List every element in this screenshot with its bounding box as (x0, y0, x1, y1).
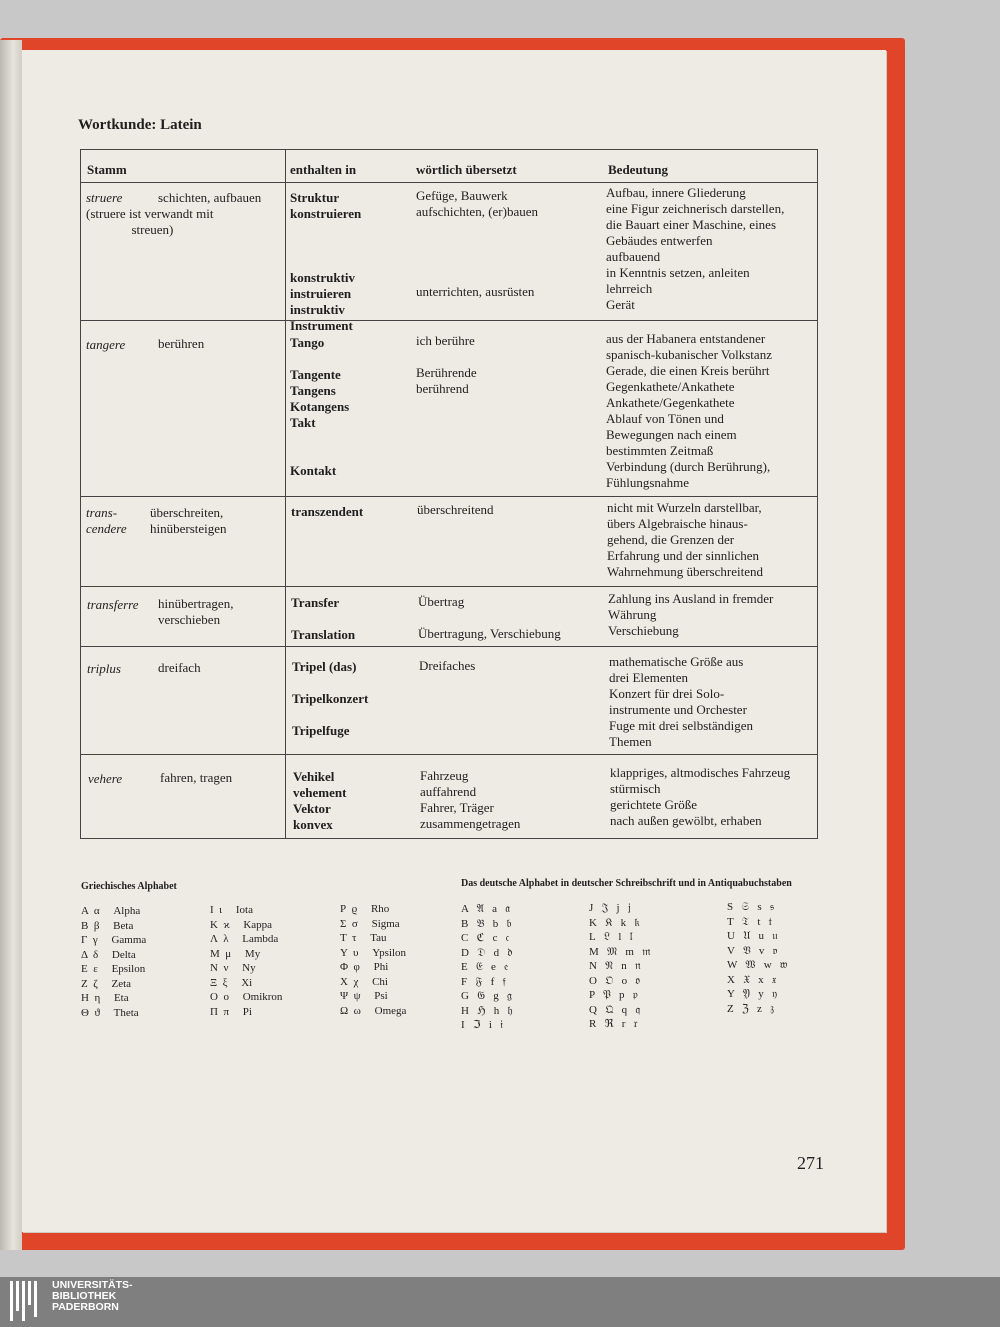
enthalten-in: Vehikel vehement Vektor konvex (293, 769, 347, 832)
vocabulary-table (80, 149, 818, 839)
german-alphabet-column: S 𝔖 s 𝔰 T 𝔗 t 𝔱 U 𝔘 u 𝔲 V 𝔙 v 𝔳 W 𝔚 w 𝔴 X 𝔛 x 𝔵 Y 𝔜 y 𝔶 Z ℨ z 𝔷 (727, 901, 788, 1015)
stamm-meaning: schichten, aufbauen (struere ist verwandt mit streuen) (86, 190, 262, 237)
enthalten-in: transzendent (291, 504, 364, 519)
stamm-word: transferre (87, 597, 139, 612)
woertlich: überschreitend (417, 502, 494, 517)
greek-alphabet-title: Griechisches Alphabet (81, 881, 177, 892)
woertlich: Gefüge, Bauwerk aufschichten, (er)bauen unterrichten, ausrüsten (416, 188, 538, 299)
woertlich: ich berühre Berührende berührend (416, 333, 477, 396)
greek-alphabet-column: Ρ ϱ Rho Σ σ Sigma Τ τ Tau Υ υ Ypsilon Φ φ Phi Χ χ Chi Ψ ψ Psi Ω ω Omega (340, 903, 407, 1017)
greek-alphabet-column: Α α Alpha Β β Beta Γ γ Gamma Δ δ Delta Ε ε Epsilon Ζ ζ Zeta Η η Eta Θ ϑ Theta (81, 905, 147, 1019)
page-heading: Wortkunde: Latein (78, 117, 202, 133)
col-header-bedeutung: Bedeutung (608, 162, 668, 177)
german-alphabet-title: Das deutsche Alphabet in deutscher Schreibschrift und in Antiquabuchstaben (461, 878, 792, 889)
bedeutung: klappriges, altmodisches Fahrzeug stürmisch gerichtete Größe nach außen gewölbt, erhaben (610, 765, 791, 828)
row-divider (81, 754, 817, 755)
german-alphabet-column: J 𝔍 j 𝔧 K 𝔎 k 𝔨 L 𝔏 l 𝔩 M 𝔐 m 𝔪 N 𝔑 n 𝔫 O 𝔒 o 𝔬 P 𝔓 p 𝔭 Q 𝔔 q 𝔮 R ℜ r 𝔯 (589, 902, 651, 1030)
row-divider (81, 496, 817, 497)
bedeutung: Zahlung ins Ausland in fremder Währung Verschiebung (608, 591, 774, 638)
column-divider (285, 150, 286, 838)
stamm-meaning: dreifach (158, 660, 201, 675)
row-divider (81, 320, 817, 321)
stamm-meaning: hinübertragen, verschieben (158, 596, 234, 627)
stamm-word: triplus (87, 661, 121, 676)
library-logo-text: UNIVERSITÄTS- BIBLIOTHEK PADERBORN (52, 1279, 133, 1313)
stamm-meaning: überschreiten, hinübersteigen (150, 505, 227, 536)
bedeutung: nicht mit Wurzeln darstellbar, übers Algebraische hinaus- gehend, die Grenzen der Erfahrung und der sinnlichen Wahrnehmung überschreitend (607, 500, 763, 579)
greek-alphabet-column: Ι ι Iota Κ ϰ Kappa Λ λ Lambda Μ μ My Ν ν Ny Ξ ξ Xi Ο ο Omikron Π π Pi (210, 904, 283, 1018)
library-logo-icon (10, 1281, 44, 1321)
library-footer (0, 1277, 1000, 1327)
stamm-meaning: berühren (158, 336, 205, 351)
stamm-meaning: fahren, tragen (160, 770, 233, 785)
stamm-word: tangere (86, 337, 126, 352)
row-divider (81, 646, 817, 647)
stamm-word: struere (86, 190, 123, 205)
row-divider (81, 586, 817, 587)
woertlich: Dreifaches (419, 658, 476, 673)
enthalten-in: Transfer Translation (291, 595, 356, 642)
book-spine (0, 40, 22, 1250)
enthalten-in: Tripel (das) Tripelkonzert Tripelfuge (292, 659, 369, 738)
stamm-word: vehere (88, 771, 123, 786)
bedeutung: mathematische Größe aus drei Elementen Konzert für drei Solo- instrumente und Orchester Fuge mit drei selbständigen Themen (609, 654, 754, 749)
german-alphabet-column: A 𝔄 a 𝔞 B 𝔅 b 𝔟 C ℭ c 𝔠 D 𝔇 d 𝔡 E 𝔈 e 𝔢 F 𝔉 f 𝔣 G 𝔊 g 𝔤 H ℌ h 𝔥 I ℑ i 𝔦 (461, 903, 513, 1031)
stamm-word: trans- cendere (86, 505, 127, 536)
woertlich: Übertrag Übertragung, Verschiebung (418, 594, 561, 641)
col-header-stamm: Stamm (87, 162, 127, 177)
enthalten-in: Struktur konstruieren konstruktiv instruieren instruktiv Instrument (290, 190, 362, 333)
bedeutung: aus der Habanera entstandener spanisch-kubanischer Volkstanz Gerade, die einen Kreis berührt Gegenkathete/Ankathete Ankathete/Gegenkathete Ablauf von Tönen und Bewegungen nach einem bestimmten Zeitmaß Verbindung (durch Berührung), Fühlungsnahme (606, 331, 772, 490)
bedeutung: Aufbau, innere Gliederung eine Figur zeichnerisch darstellen, die Bauart einer Maschine, eines Gebäudes entwerfen aufbauend in Kenntnis setzen, anleiten lehrreich Gerät (606, 185, 785, 312)
page-number: 271 (797, 1153, 824, 1173)
table-header (81, 150, 817, 183)
col-header-enthalten: enthalten in (290, 162, 357, 177)
woertlich: Fahrzeug auffahrend Fahrer, Träger zusammengetragen (420, 768, 521, 831)
enthalten-in: Tango Tangente Tangens Kotangens Takt Kontakt (290, 335, 350, 478)
col-header-woertlich: wörtlich übersetzt (416, 162, 517, 177)
